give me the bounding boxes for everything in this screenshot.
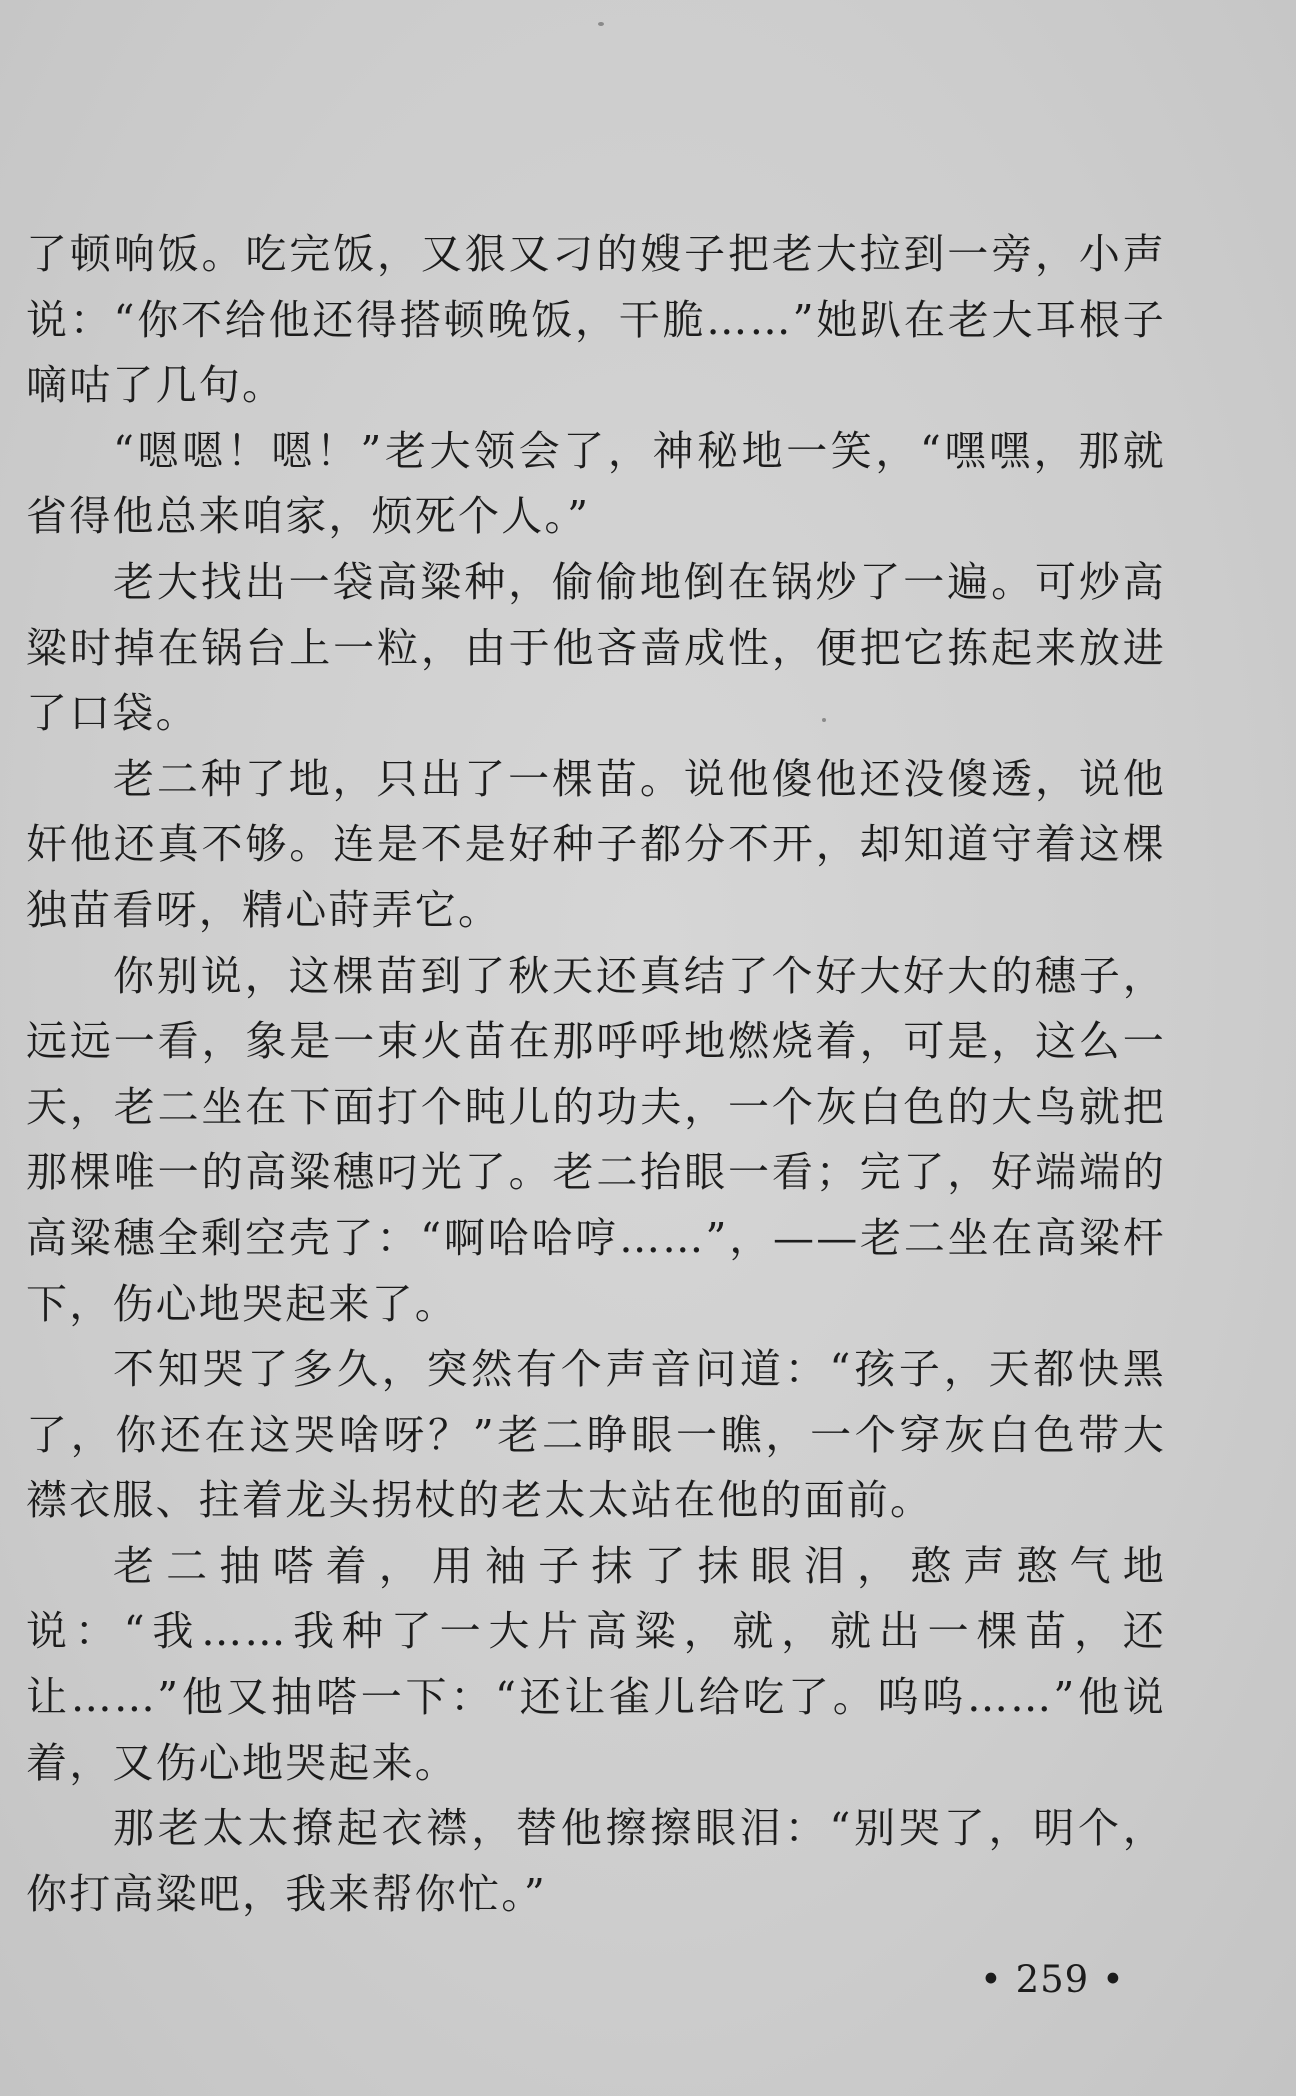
paragraph: 不知哭了多久，突然有个声音问道：“孩子，天都快黑了，你还在这哭啥呀？”老二睁眼一瞧，一个穿灰白色带大襟衣服、拄着龙头拐杖的老太太站在他的面前。	[26, 1345, 1166, 1525]
paragraph: 老二种了地，只出了一棵苗。说他傻他还没傻透，说他奸他还真不够。连是不是好种子都分不开，却知道守着这棵独苗看呀，精心莳弄它。	[26, 754, 1166, 934]
paragraph: 老二抽嗒着，用袖子抹了抹眼泪，憨声憨气地说：“我……我种了一大片高粱，就，就出一棵苗，还让……”他又抽嗒一下：“还让雀儿给吃了。呜呜……”他说着，又伤心地哭起来。	[26, 1541, 1166, 1787]
body-text	[26, 222, 1166, 1927]
paragraph: 你别说，这棵苗到了秋天还真结了个好大好大的穗子，远远一看，象是一束火苗在那呼呼地燃烧着，可是，这么一天，老二坐在下面打个盹儿的功夫，一个灰白色的大鸟就把那棵唯一的高粱穗叼光了。老二抬眼一看；完了，好端端的高粱穗全剩空壳了：“啊哈哈哼……”，——老二坐在高粱杆下，伤心地哭起来了。	[26, 951, 1166, 1328]
paragraph: “嗯嗯！嗯！”老大领会了，神秘地一笑，“嘿嘿，那就省得他总来咱家，烦死个人。”	[26, 426, 1166, 541]
paper-speck	[598, 22, 604, 26]
page-number: • 259 •	[980, 1958, 1125, 2001]
paragraph: 了顿响饭。吃完饭，又狠又刁的嫂子把老大拉到一旁，小声说：“你不给他还得搭顿晚饭，干脆……”她趴在老大耳根子嘀咕了几句。	[26, 230, 1166, 410]
paragraph: 老大找出一袋高粱种，偷偷地倒在锅炒了一遍。可炒高粱时掉在锅台上一粒，由于他吝啬成性，便把它拣起来放进了口袋。	[26, 557, 1166, 738]
paragraph: 那老太太撩起衣襟，替他擦擦眼泪：“别哭了，明个，你打高粱吧，我来帮你忙。”	[26, 1804, 1166, 1918]
